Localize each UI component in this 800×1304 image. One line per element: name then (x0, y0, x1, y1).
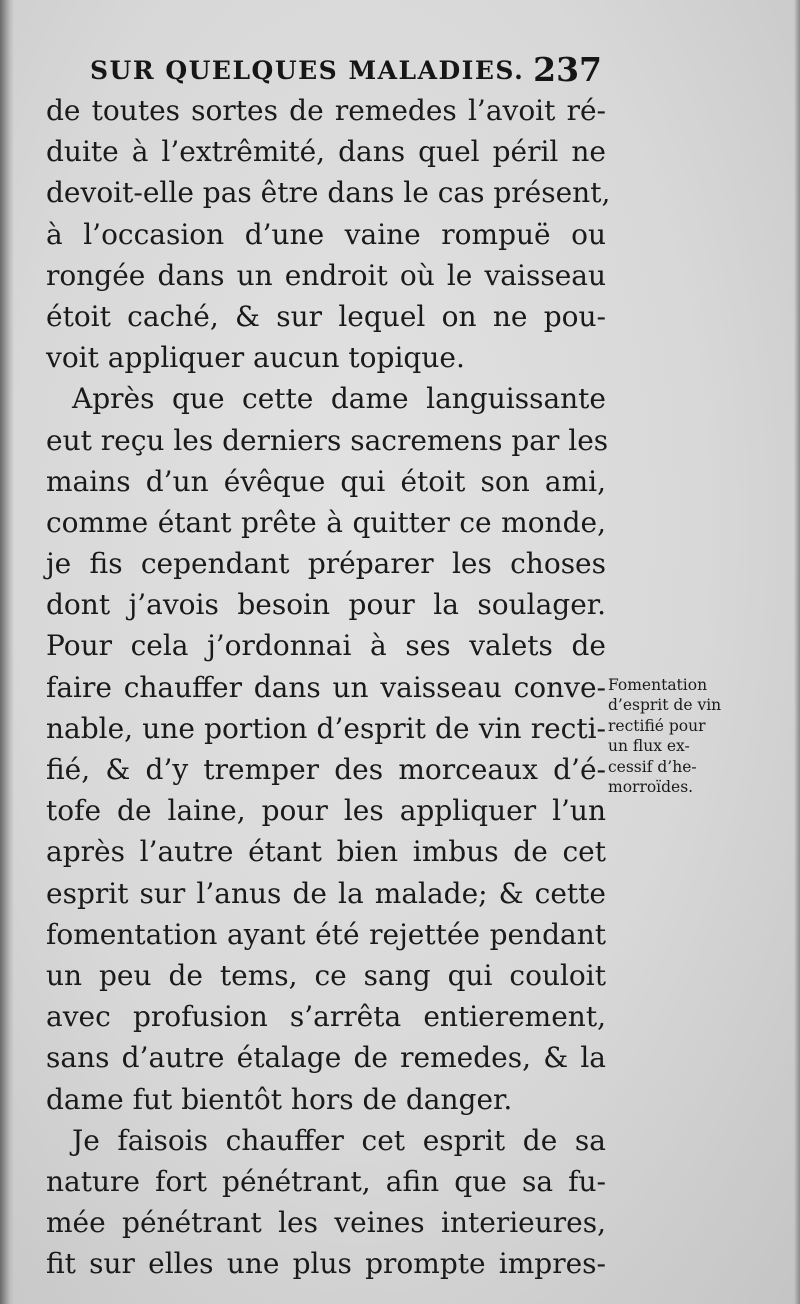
text-line: mains d’un évêque qui étoit son ami, (46, 464, 606, 498)
page-left-edge-shadow (0, 0, 14, 1304)
text-line: sans d’autre étalage de remedes, & la (46, 1041, 606, 1075)
text-line: de toutes sortes de remedes l’avoit ré- (46, 94, 606, 127)
margin-note-line: morroïdes. (608, 777, 694, 796)
text-line: nable, une portion d’esprit de vin recti- (46, 711, 606, 745)
paragraph-first-line: Après que cette dame languissante (72, 382, 606, 416)
margin-note-line: cessif d’he- (608, 757, 697, 776)
text-line: nature fort pénétrant, afin que sa fu- (46, 1164, 606, 1198)
text-line: fomentation ayant été rejettée pendant (46, 917, 606, 951)
paragraph-first-line: Je faisois chauffer cet esprit de sa (72, 1123, 606, 1157)
text-line: rongée dans un endroit où le vaisseau (46, 258, 606, 292)
text-line: eut reçu les derniers sacremens par les (46, 423, 609, 457)
margin-note-line: rectifié pour (608, 716, 706, 735)
margin-note-line: Fomentation (608, 676, 708, 694)
text-line: voit appliquer aucun topique. (46, 341, 465, 375)
text-line: comme étant prête à quitter ce monde, (46, 505, 606, 539)
page-number: 237 (533, 50, 602, 89)
text-line: avec profusion s’arrêta entierement, (46, 1000, 606, 1034)
text-line: fié, & d’y tremper des morceaux d’é- (46, 753, 606, 786)
text-line: mée pénétrant les veines interieures, (46, 1206, 606, 1240)
text-line: duite à l’extrêmité, dans quel péril ne (46, 135, 606, 169)
body-text (46, 90, 611, 1284)
text-line: faire chauffer dans un vaisseau conve- (46, 670, 606, 704)
text-line: Pour cela j’ordonnai à ses valets de (46, 629, 606, 663)
text-line: esprit sur l’anus de la malade; & cette (46, 876, 606, 910)
text-line: après l’autre étant bien imbus de cet (46, 835, 606, 869)
text-line: un peu de tems, ce sang qui couloit (46, 958, 606, 992)
running-title: SUR QUELQUES MALADIES. (90, 56, 525, 85)
margin-note-line: d’esprit de vin (608, 696, 722, 715)
text-line: dame fut bientôt hors de danger. (46, 1082, 513, 1116)
text-line: étoit caché, & sur lequel on ne pou- (46, 299, 606, 333)
text-line: à l’occasion d’une vaine rompuë ou (46, 217, 606, 251)
text-line: dont j’avois besoin pour la soulager. (46, 588, 606, 622)
text-line: je fis cependant préparer les choses (46, 547, 606, 581)
text-line: devoit-elle pas être dans le cas présent, (46, 176, 611, 210)
page-right-edge-shadow (794, 0, 800, 1304)
page-header (90, 48, 602, 92)
text-line: tofe de laine, pour les appliquer l’un (46, 794, 606, 828)
margin-note-line: un flux ex- (608, 737, 690, 756)
margin-note (608, 675, 760, 797)
text-line: fit sur elles une plus prompte impres- (46, 1247, 606, 1281)
